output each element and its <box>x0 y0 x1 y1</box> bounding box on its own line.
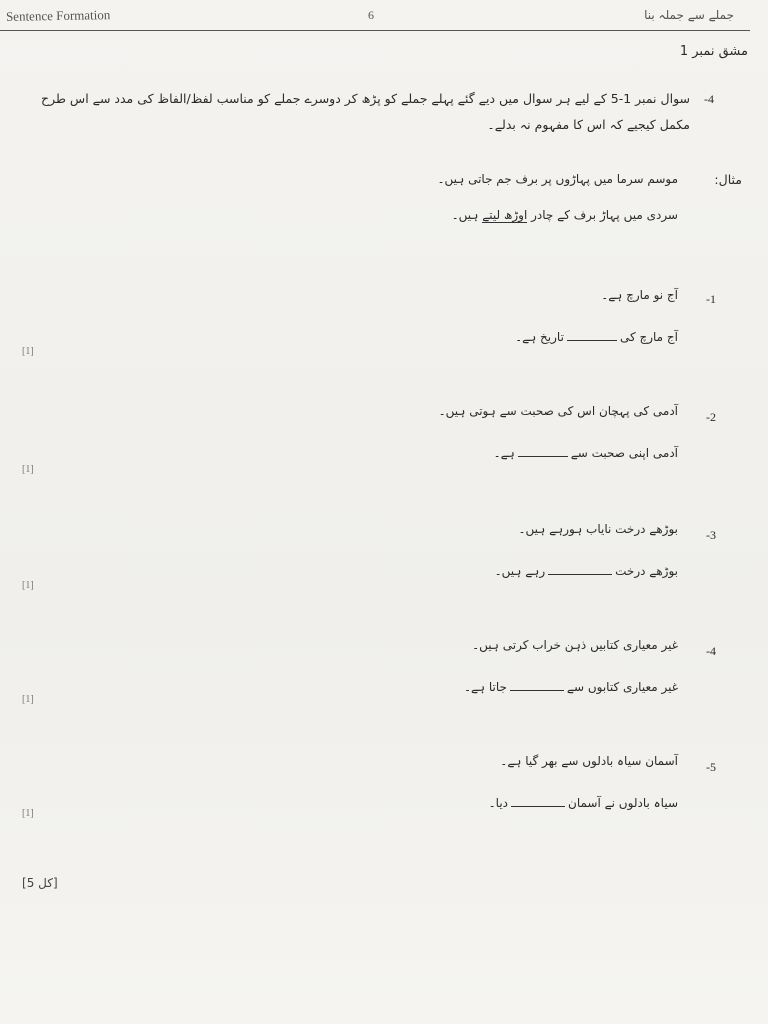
question-mark: [1] <box>22 580 34 591</box>
question-number: -5 <box>706 760 716 774</box>
question-mark: [1] <box>22 464 34 475</box>
header-title-urdu: جملے سے جملہ بنا <box>644 8 734 22</box>
answer-blank[interactable] <box>511 796 565 807</box>
instruction-number: -4 <box>704 92 714 106</box>
answer-after: رہے ہیں۔ <box>494 564 546 578</box>
answer-after: جاتا ہے۔ <box>463 680 507 694</box>
answer-blank[interactable] <box>510 680 564 691</box>
example-sentence: موسم سرما میں پہاڑوں پر برف جم جاتی ہیں۔ <box>437 172 678 186</box>
answer-blank[interactable] <box>518 446 568 457</box>
example-answer <box>452 208 678 222</box>
question-answer-line <box>494 446 678 460</box>
total-marks: [کل 5] <box>22 876 58 890</box>
example-label: مثال: <box>714 172 742 187</box>
answer-before: سیاہ بادلوں نے آسمان <box>568 796 678 810</box>
question-answer-line <box>464 680 678 694</box>
answer-before: غیر معیاری کتابوں سے <box>566 680 678 694</box>
page-header <box>0 0 750 31</box>
header-subject: Sentence Formation <box>5 7 111 24</box>
example-answer-after: ہیں۔ <box>451 208 479 222</box>
question-sentence: بوڑھے درخت نایاب ہورہے ہیں۔ <box>518 522 678 536</box>
answer-after: دیا۔ <box>488 796 509 810</box>
instruction-text: سوال نمبر 1-5 کے لیے ہر سوال میں دیے گئے پہلے جملے کو پڑھ کر دوسرے جملے کو مناسب لفظ/الفاظ کی مدد سے اس طرح مکمل کیجیے کہ اس کا مفہوم نہ بدلے۔ <box>41 91 690 132</box>
question-sentence: غیر معیاری کتابیں ذہن خراب کرتی ہیں۔ <box>472 638 678 652</box>
question-answer-line <box>515 330 678 344</box>
answer-blank[interactable] <box>548 564 612 575</box>
example-answer-underlined: اوڑھ لیتے <box>482 208 528 222</box>
answer-after: تاریخ ہے۔ <box>515 330 564 344</box>
exercise-title: مشق نمبر 1 <box>679 44 748 59</box>
question-answer-line <box>489 796 678 810</box>
answer-before: آج مارچ کی <box>619 330 678 344</box>
answer-after: ہے۔ <box>493 446 515 460</box>
question-sentence: آج نو مارچ ہے۔ <box>601 288 678 302</box>
question-sentence: آسمان سیاہ بادلوں سے بھر گیا ہے۔ <box>500 754 678 768</box>
example-answer-before: سردی میں پہاڑ برف کے چادر <box>531 208 678 222</box>
answer-before: بوڑھے درخت <box>615 564 678 578</box>
question-answer-line <box>495 564 678 578</box>
question-number: -2 <box>706 410 716 424</box>
question-mark: [1] <box>22 808 34 819</box>
answer-before: آدمی اپنی صحبت سے <box>570 446 678 460</box>
question-mark: [1] <box>22 346 34 357</box>
question-sentence: آدمی کی پہچان اس کی صحبت سے ہوتی ہیں۔ <box>438 404 678 418</box>
answer-blank[interactable] <box>567 330 617 341</box>
question-mark: [1] <box>22 694 34 705</box>
question-number: -4 <box>706 644 716 658</box>
header-page-number: 6 <box>368 8 374 22</box>
question-number: -1 <box>706 292 716 306</box>
question-number: -3 <box>706 528 716 542</box>
